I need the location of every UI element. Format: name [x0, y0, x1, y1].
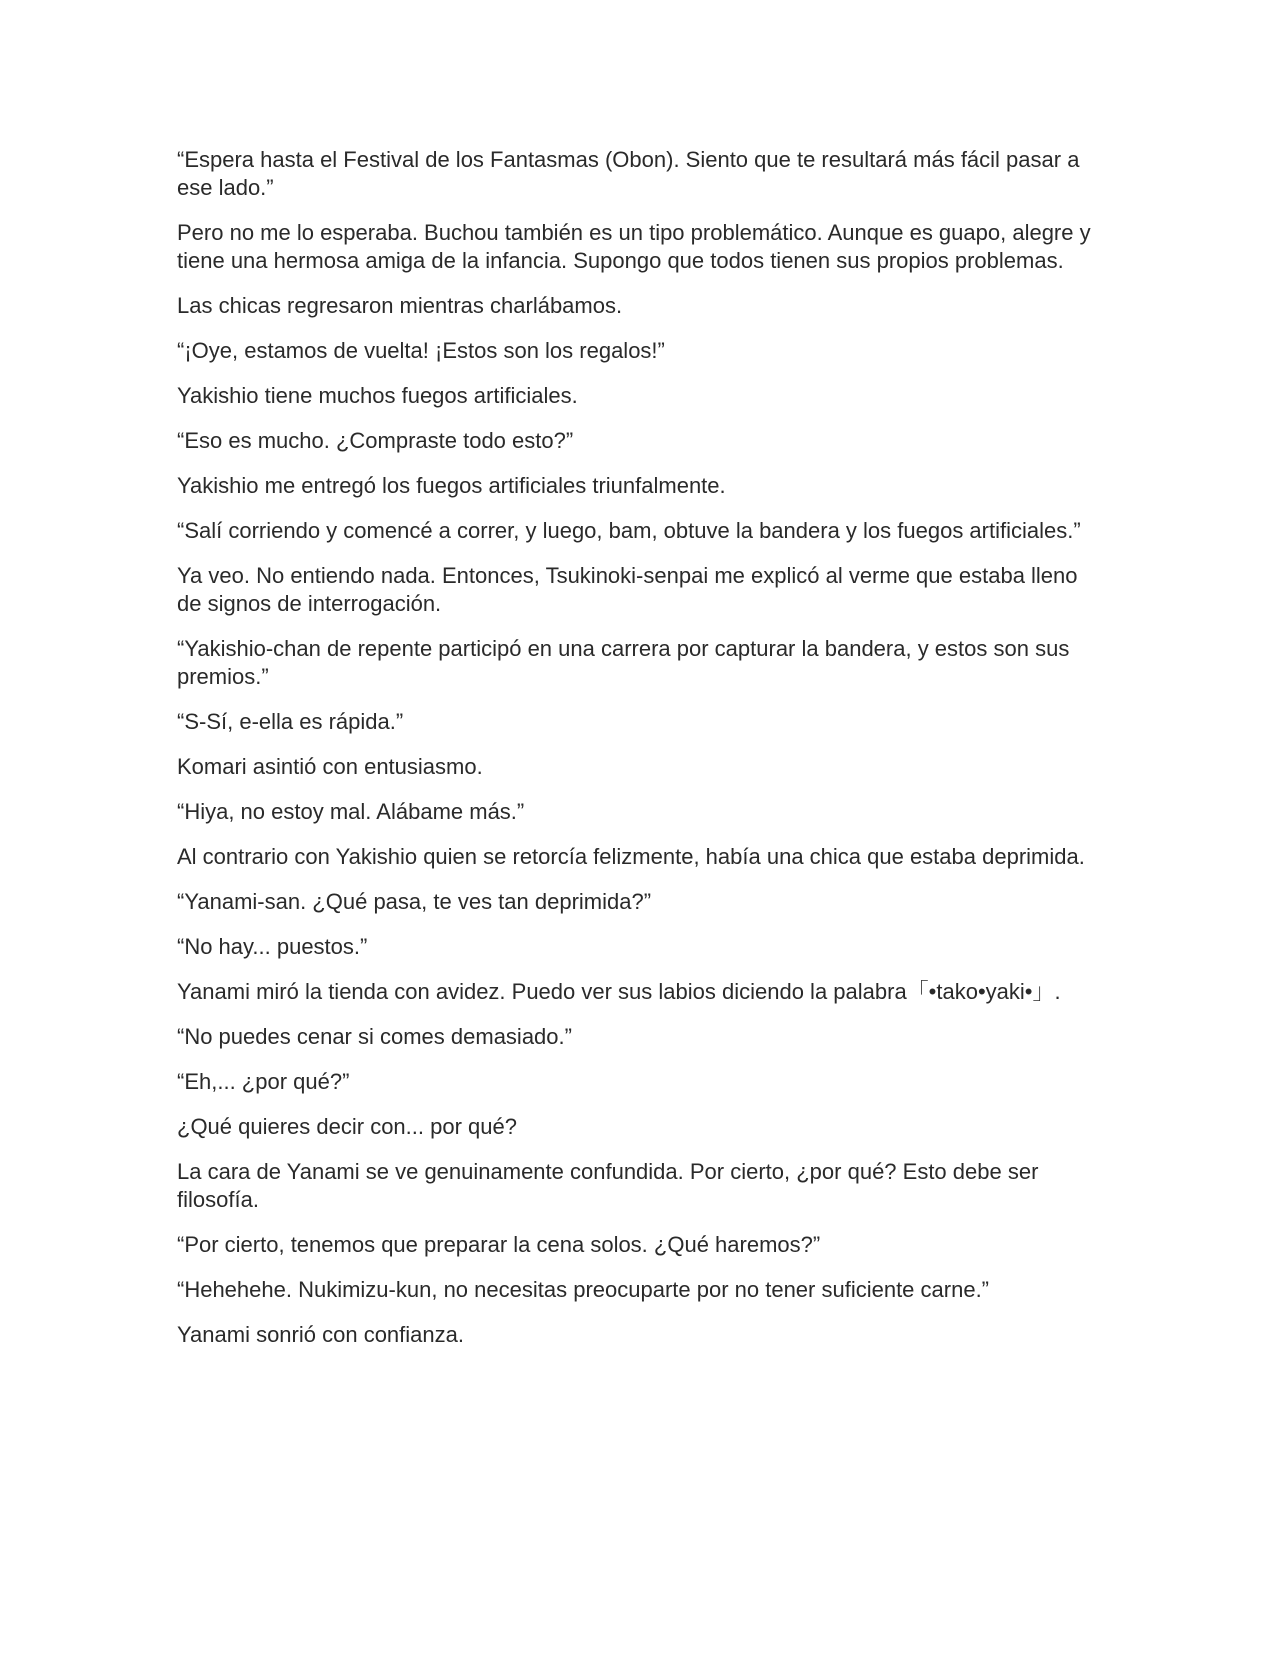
paragraph: “Eso es mucho. ¿Compraste todo esto?”	[177, 428, 574, 453]
paragraph: Pero no me lo esperaba. Buchou también es un tipo problemático. Aunque es guapo, alegre y tiene una hermosa amiga de la infancia. Supongo que todos tienen sus propios problemas.	[177, 220, 1091, 273]
paragraph: “Espera hasta el Festival de los Fantasmas (Obon). Siento que te resultará más fácil pasar a ese lado.”	[177, 147, 1080, 200]
paragraph: Yanami miró la tienda con avidez. Puedo ver sus labios diciendo la palabra「•tako•yaki•」.	[177, 979, 1061, 1004]
paragraph: “Yanami-san. ¿Qué pasa, te ves tan deprimida?”	[177, 889, 652, 914]
paragraph: Yakishio tiene muchos fuegos artificiales.	[177, 383, 578, 408]
paragraph: Komari asintió con entusiasmo.	[177, 754, 483, 779]
paragraph: “Hehehehe. Nukimizu-kun, no necesitas preocuparte por no tener suficiente carne.”	[177, 1277, 990, 1302]
document-body	[177, 146, 1092, 1366]
paragraph: La cara de Yanami se ve genuinamente confundida. Por cierto, ¿por qué? Esto debe ser filosofía.	[177, 1159, 1039, 1212]
paragraph: “Eh,... ¿por qué?”	[177, 1069, 350, 1094]
paragraph: “¡Oye, estamos de vuelta! ¡Estos son los regalos!”	[177, 338, 665, 363]
paragraph: “S-Sí, e-ella es rápida.”	[177, 709, 404, 734]
paragraph: Yanami sonrió con confianza.	[177, 1322, 464, 1347]
paragraph: “No puedes cenar si comes demasiado.”	[177, 1024, 572, 1049]
paragraph: Al contrario con Yakishio quien se retorcía felizmente, había una chica que estaba deprimida.	[177, 844, 1085, 869]
paragraph: “No hay... puestos.”	[177, 934, 368, 959]
paragraph: ¿Qué quieres decir con... por qué?	[177, 1114, 517, 1139]
paragraph: “Salí corriendo y comencé a correr, y luego, bam, obtuve la bandera y los fuegos artificiales.”	[177, 518, 1081, 543]
paragraph: “Hiya, no estoy mal. Alábame más.”	[177, 799, 525, 824]
paragraph: “Por cierto, tenemos que preparar la cena solos. ¿Qué haremos?”	[177, 1232, 821, 1257]
paragraph: Las chicas regresaron mientras charlábamos.	[177, 293, 623, 318]
paragraph: “Yakishio-chan de repente participó en una carrera por capturar la bandera, y estos son sus premios.”	[177, 636, 1070, 689]
paragraph: Yakishio me entregó los fuegos artificiales triunfalmente.	[177, 473, 726, 498]
paragraph: Ya veo. No entiendo nada. Entonces, Tsukinoki-senpai me explicó al verme que estaba lleno de signos de interrogación.	[177, 563, 1078, 616]
